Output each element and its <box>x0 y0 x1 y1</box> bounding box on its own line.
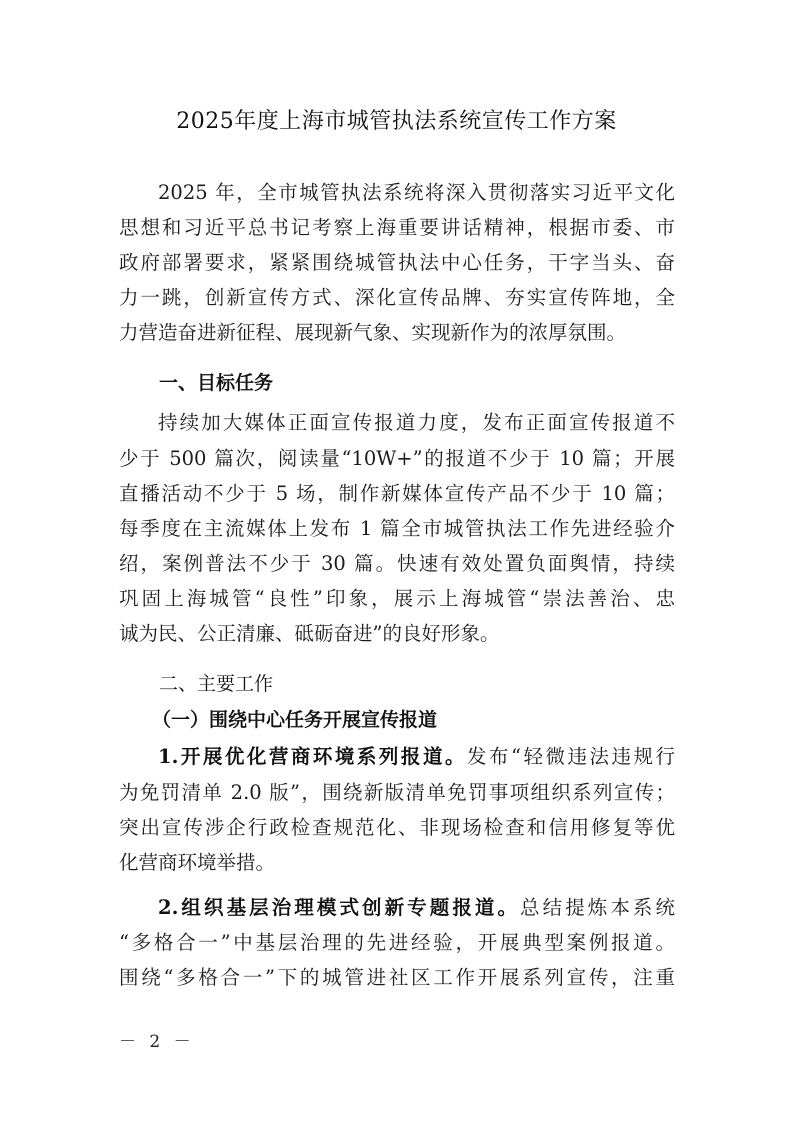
intro-line-1: 2025 年，全市城管执法系统将深入贯彻落实习近平文化 <box>158 181 675 204</box>
item2-line-2: “多格合一”中基层治理的先进经验，开展典型案例报道。 <box>119 931 675 954</box>
intro-line-3: 政府部署要求，紧紧围绕城管执法中心任务，干字当头、奋 <box>119 251 675 274</box>
item1-line-4: 化营商环境举措。 <box>119 851 276 874</box>
goals-line-5: 绍，案例普法不少于 30 篇。快速有效处置负面舆情，持续 <box>119 552 675 575</box>
goals-line-3: 直播活动不少于 5 场，制作新媒体宣传产品不少于 10 篇； <box>119 482 675 505</box>
document-title: 2025年度上海市城管执法系统宣传工作方案 <box>176 109 617 134</box>
item2-line-3: 围绕“多格合一”下的城管进社区工作开展系列宣传，注重 <box>119 966 675 989</box>
page-number: － 2 － <box>119 1032 195 1052</box>
item2-first-line-rest: 总结提炼本系统 <box>520 896 675 919</box>
goals-line-1: 持续加大媒体正面宣传报道力度，发布正面宣传报道不 <box>158 411 675 434</box>
item1-line-1 <box>158 740 675 774</box>
intro-line-4: 力一跳，创新宣传方式、深化宣传品牌、夯实宣传阵地，全 <box>119 286 675 309</box>
item2-line-1 <box>158 891 675 925</box>
intro-line-2: 思想和习近平总书记考察上海重要讲话精神，根据市委、市 <box>119 216 675 239</box>
item1-line-2: 为免罚清单 2.0 版”，围绕新版清单免罚事项组织系列宣传； <box>119 781 675 804</box>
item1-line-3: 突出宣传涉企行政检查规范化、非现场检查和信用修复等优 <box>119 816 675 839</box>
item1-lead: 1.开展优化营商环境系列报道。 <box>158 745 467 768</box>
goals-line-2: 少于 500 篇次，阅读量“10W+”的报道不少于 10 篇；开展 <box>119 447 675 470</box>
subsection-heading-central-tasks: （一）围绕中心任务开展宣传报道 <box>152 709 438 731</box>
section-heading-goals: 一、目标任务 <box>159 372 274 394</box>
intro-line-5: 力营造奋进新征程、展现新气象、实现新作为的浓厚氛围。 <box>119 321 627 344</box>
item1-first-line-rest: 发布“轻微违法违规行 <box>466 745 675 768</box>
item2-lead: 2.组织基层治理模式创新专题报道。 <box>158 896 521 919</box>
goals-line-7: 诚为民、公正清廉、砥砺奋进”的良好形象。 <box>119 622 500 645</box>
section-heading-main-work: 二、主要工作 <box>159 673 274 695</box>
goals-line-4: 每季度在主流媒体上发布 1 篇全市城管执法工作先进经验介 <box>119 517 675 540</box>
goals-line-6: 巩固上海城管“良性”印象，展示上海城管“崇法善治、忠 <box>119 587 675 610</box>
